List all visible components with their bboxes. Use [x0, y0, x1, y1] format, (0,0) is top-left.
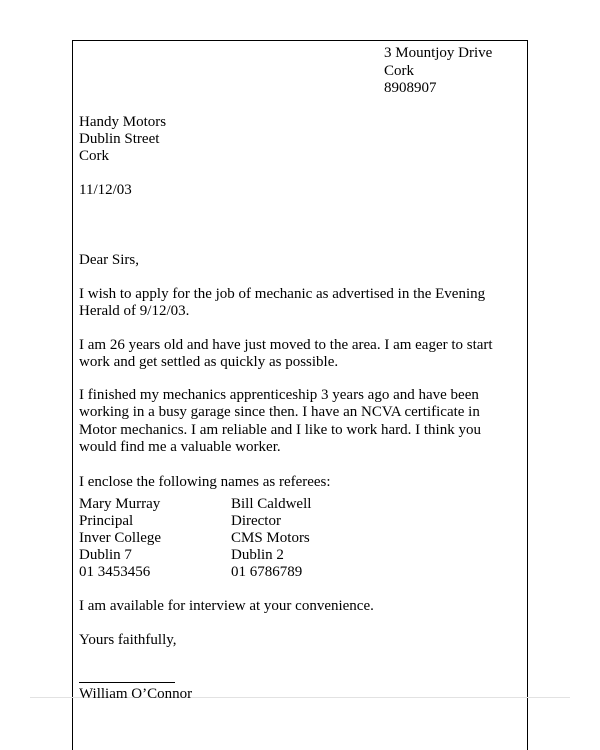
referee-2-title: Director — [231, 513, 281, 529]
paragraph-2 — [79, 337, 519, 372]
paragraph-2-line-2: work and get settled as quickly as possible. — [79, 354, 339, 371]
referee-2-phone: 01 6786789 — [231, 564, 303, 580]
signature-line — [79, 682, 175, 683]
referee-1 — [79, 496, 161, 581]
referee-2-name: Bill Caldwell — [231, 496, 312, 512]
sender-city: Cork — [384, 63, 414, 79]
recipient-city: Cork — [79, 148, 109, 164]
signature-name: William O’Connor — [79, 686, 193, 702]
sender-street: 3 Mountjoy Drive — [384, 45, 493, 61]
salutation: Dear Sirs, — [79, 252, 139, 268]
referee-1-title: Principal — [79, 513, 134, 529]
referee-2 — [231, 496, 311, 581]
availability-sentence: I am available for interview at your convenience. — [79, 598, 374, 614]
referee-2-city: Dublin 2 — [231, 547, 284, 563]
closing: Yours faithfully, — [79, 632, 177, 648]
recipient-street: Dublin Street — [79, 131, 160, 147]
referees-intro: I enclose the following names as referees: — [79, 474, 331, 490]
paragraph-2-line-1: I am 26 years old and have just moved to the area. I am eager to start — [79, 337, 493, 353]
paragraph-3-line-3: Motor mechanics. I am reliable and I like to work hard. I think you — [79, 421, 481, 438]
referee-1-org: Inver College — [79, 530, 162, 546]
referee-1-name: Mary Murray — [79, 496, 161, 512]
paragraph-1 — [79, 286, 519, 321]
recipient-name: Handy Motors — [79, 114, 167, 130]
paragraph-1-line-1: I wish to apply for the job of mechanic as advertised in the Evening — [79, 286, 486, 302]
letter-date: 11/12/03 — [79, 182, 132, 198]
sender-phone: 8908907 — [384, 80, 437, 96]
paragraph-3-line-4: would find me a valuable worker. — [79, 438, 281, 455]
referee-1-phone: 01 3453456 — [79, 564, 151, 580]
paragraph-3-line-2: working in a busy garage since then. I have an NCVA certificate in — [79, 404, 480, 421]
paragraph-3 — [79, 387, 519, 456]
referee-2-org: CMS Motors — [231, 530, 310, 546]
paragraph-3-line-1: I finished my mechanics apprenticeship 3 years ago and have been — [79, 387, 479, 403]
paragraph-1-line-2: Herald of 9/12/03. — [79, 303, 190, 320]
referee-1-city: Dublin 7 — [79, 547, 132, 563]
